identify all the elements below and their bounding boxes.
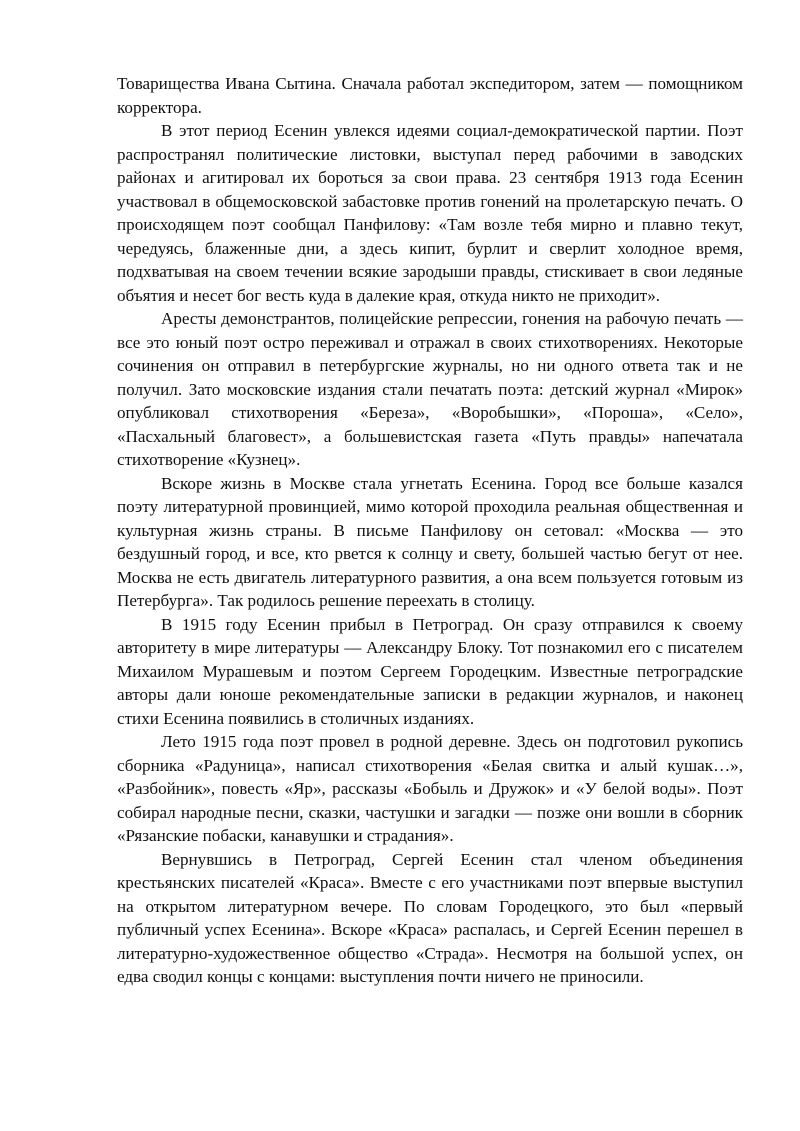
- paragraph-summer-1915: Лето 1915 года поэт провел в родной деревне. Здесь он подготовил рукопись сборника «Радуница», написал стихотворения «Белая свитка и алый кушак…», «Разбойник», повесть «Яр», рассказы «Бобыль и Дружок» и «У белой воды». Поэт собирал народные песни, сказки, частушки и загадки — позже они вошли в сборник «Рязанские побаски, канавушки и страдания».: [117, 732, 743, 845]
- paragraph-continued: Товарищества Ивана Сытина. Сначала работал экспедитором, затем — помощником корректора.: [117, 74, 743, 117]
- paragraph-krasa: Вернувшись в Петроград, Сергей Есенин стал членом объединения крестьянских писателей «Краса». Вместе с его участниками поэт впервые выступил на открытом литературном вечере. По словам Городецкого, это был «первый публичный успех Есенина». Вскоре «Краса» распалась, и Сергей Есенин перешел в литературно-художественное общество «Страда». Несмотря на большой успех, он едва сводил концы с концами: выступления почти ничего не приносили.: [117, 849, 743, 986]
- paragraph-social-democrats: В этот период Есенин увлекся идеями социал-демократической партии. Поэт распространял политические листовки, выступал перед рабочими в заводских районах и агитировал их бороться за свои права. 23 сентября 1913 года Есенин участвовал в общемосковской забастовке против гонений на пролетарскую печать. О происходящем поэт сообщал Панфилову: «Там возле тебя мирно и плавно текут, чередуясь, блаженные дни, а здесь кипит, бурлит и сверлит холодное время, подхватывая на своем течении всякие зародыши правды, стискивает в свои ледяные объятия и несет бог весть куда в далекие края, откуда никто не приходит».: [117, 121, 743, 305]
- document-page: [117, 72, 743, 989]
- paragraph-petrograd-1915: В 1915 году Есенин прибыл в Петроград. Он сразу отправился к своему авторитету в мире литературы — Александру Блоку. Тот познакомил его с писателем Михаилом Мурашевым и поэтом Сергеем Городецким. Известные петроградские авторы дали юноше рекомендательные записки в редакции журналов, и наконец стихи Есенина появились в столичных изданиях.: [117, 614, 743, 728]
- paragraph-arrests: Аресты демонстрантов, полицейские репрессии, гонения на рабочую печать — все это юный поэт остро переживал и отражал в своих стихотворениях. Некоторые сочинения он отправил в петербургские журналы, но ни одного ответа так и не получил. Зато московские издания стали печатать поэта: детский журнал «Мирок» опубликовал стихотворения «Береза», «Воробышки», «Пороша», «Село», «Пасхальный благовест», а большевистская газета «Путь правды» напечатала стихотворение «Кузнец».: [117, 309, 743, 469]
- paragraph-moscow: Вскоре жизнь в Москве стала угнетать Есенина. Город все больше казался поэту литературной провинцией, мимо которой проходила реальная общественная и культурная жизнь страны. В письме Панфилову он сетовал: «Москва — это бездушный город, и все, кто рвется к солнцу и свету, большей частью бегут от нее. Москва не есть двигатель литературного развития, а она всем пользуется готовым из Петербурга». Так родилось решение переехать в столицу.: [117, 473, 743, 610]
